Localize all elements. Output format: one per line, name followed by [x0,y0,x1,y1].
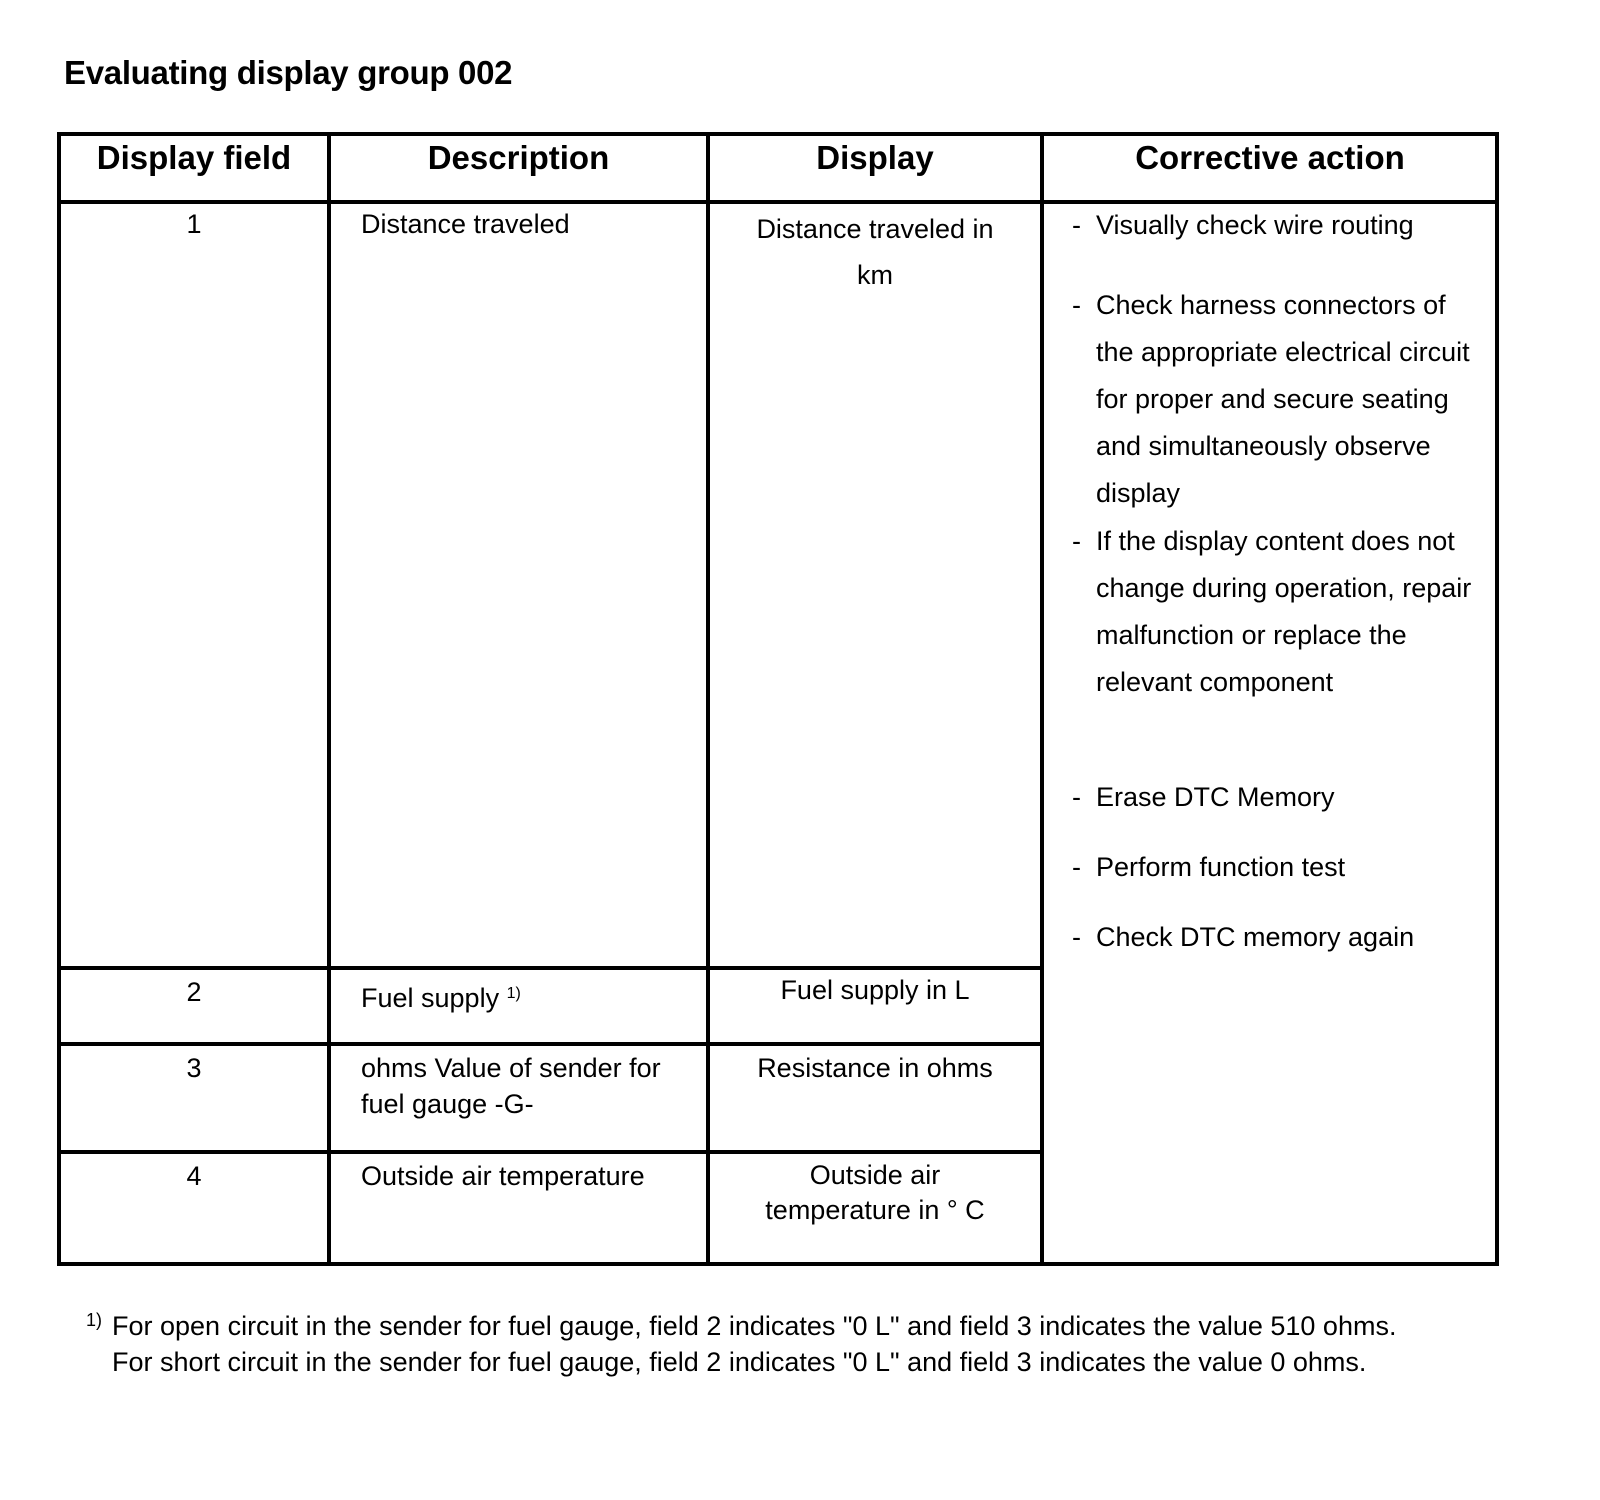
corrective-action-text: Erase DTC Memory [1096,782,1335,812]
corrective-action-text: Check DTC memory again [1096,922,1415,952]
header-display-field: Display field [96,139,292,176]
column-divider-1 [327,132,331,1266]
row-divider-3 [57,1150,1043,1154]
list-dash: - [1072,210,1081,240]
row3-display: Resistance in ohms [757,1053,993,1083]
row4-display: Outside air temperature in ° C [765,1160,985,1225]
corrective-action-item [1072,844,1472,891]
footnote-text: For open circuit in the sender for fuel gauge, field 2 indicates "0 L" and field 3 indicates the value 510 ohms. For short circuit in the sender for fuel gauge, field 2 indicates "0 L" and field 3 indicates the value 0 ohms. [112,1311,1397,1377]
list-dash: - [1072,922,1081,952]
header-corrective-action: Corrective action [1135,139,1405,176]
header-description: Description [427,139,610,176]
column-divider-2 [706,132,710,1266]
header-display: Display [816,139,934,176]
list-dash: - [1072,526,1081,556]
row3-description: ohms Value of sender for fuel gauge -G- [361,1053,661,1119]
corrective-action-text: Perform function test [1096,852,1346,882]
corrective-action-text: Check harness connectors of the appropriate electrical circuit for proper and secure seating and simultaneously observe display [1096,290,1470,508]
row-divider-1 [57,966,1043,970]
list-dash: - [1072,290,1081,320]
corrective-action-item [1072,202,1472,249]
footnote-marker: 1) [86,1310,103,1330]
row3-field: 3 [186,1053,202,1083]
row2-display: Fuel supply in L [780,975,970,1005]
row1-description: Distance traveled [361,209,570,239]
row2-description [361,980,521,1016]
row4-field: 4 [186,1161,202,1191]
row-divider-2 [57,1042,1043,1046]
footnote-reference: 1) [506,985,521,1002]
row1-field: 1 [186,209,202,239]
page-title: Evaluating display group 002 [64,54,513,91]
column-divider-3 [1040,132,1044,1266]
corrective-action-item [1072,914,1472,961]
list-dash: - [1072,852,1081,882]
row2-field: 2 [186,977,202,1007]
row1-display: Distance traveled in km [756,214,994,290]
row4-description: Outside air temperature [361,1161,645,1191]
corrective-action-item [1072,282,1470,517]
footnote [86,1308,1526,1380]
corrective-action-item [1072,518,1482,706]
corrective-action-item [1072,774,1472,821]
corrective-action-text: Visually check wire routing [1096,210,1414,240]
corrective-action-text: If the display content does not change during operation, repair malfunction or replace the relevant component [1096,526,1472,697]
row2-description-text: Fuel supply [361,983,500,1013]
list-dash: - [1072,782,1081,812]
